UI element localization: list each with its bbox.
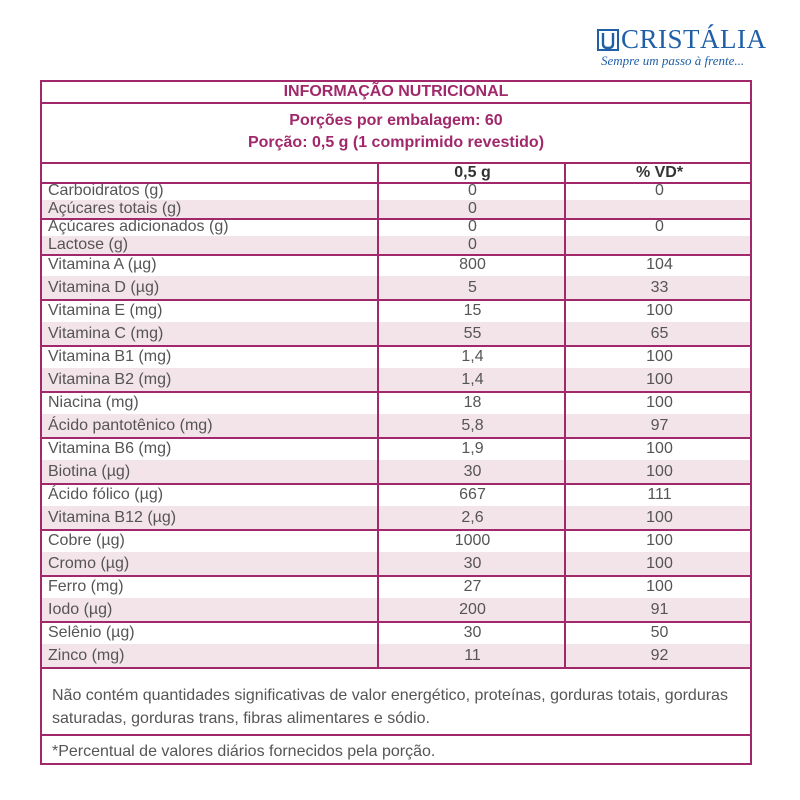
- nutrient-name: Ácido fólico (µg): [48, 485, 164, 503]
- table-row: [42, 345, 750, 368]
- table-row: [42, 598, 750, 621]
- nutrient-amount: 0: [468, 200, 477, 217]
- nutrient-name: Ácido pantotênico (mg): [48, 416, 213, 434]
- table-row: [42, 200, 750, 218]
- nutrient-vd: 111: [647, 485, 672, 503]
- nutrient-name: Ferro (mg): [48, 577, 124, 595]
- table-row: [42, 368, 750, 391]
- table-row: [42, 299, 750, 322]
- nutrition-table: [40, 80, 752, 765]
- portion-info: [42, 110, 750, 154]
- nutrient-vd: 100: [646, 462, 673, 480]
- column-header-vd: % VD*: [635, 164, 684, 181]
- nutrient-amount: 1000: [454, 531, 491, 549]
- table-row: [42, 483, 750, 506]
- column-header-amount: 0,5 g: [454, 164, 491, 181]
- nutrient-name: Niacina (mg): [48, 393, 139, 411]
- table-row: [42, 254, 750, 276]
- nutrient-vd: 91: [650, 600, 669, 618]
- nutrient-vd: 92: [650, 646, 669, 664]
- nutrient-name: Cromo (µg): [48, 554, 130, 572]
- nutrient-vd: 100: [646, 347, 673, 365]
- table-row: [42, 644, 750, 667]
- brand-name: CRISTÁLIA: [621, 24, 767, 54]
- nutrient-name: Açúcares totais (g): [48, 200, 182, 217]
- nutrient-amount: 5: [468, 278, 477, 296]
- portion-size: Porção: 0,5 g (1 comprimido revestido): [247, 134, 545, 151]
- nutrient-name: Vitamina B12 (µg): [48, 508, 177, 526]
- nutrient-amount: 5,8: [461, 416, 484, 434]
- nutrient-vd: [567, 200, 752, 218]
- column-divider: [377, 162, 379, 667]
- nutrient-vd: 100: [646, 554, 673, 572]
- nutrient-vd: 100: [646, 577, 673, 595]
- nutrient-amount: 0: [468, 236, 477, 253]
- nutrient-name: Vitamina B6 (mg): [48, 439, 172, 457]
- nutrient-amount: 2,6: [461, 508, 484, 526]
- nutrient-vd: 0: [655, 218, 664, 235]
- table-row: [42, 322, 750, 345]
- nutrient-amount: 1,4: [461, 370, 484, 388]
- divider: [42, 102, 750, 104]
- table-row: [42, 506, 750, 529]
- nutrient-amount: 18: [463, 393, 482, 411]
- nutrient-amount: 30: [463, 554, 482, 572]
- table-header-row: [42, 164, 750, 182]
- nutrient-name: Cobre (µg): [48, 531, 125, 549]
- nutrient-vd: 97: [650, 416, 669, 434]
- table-row: [42, 552, 750, 575]
- table-row: [42, 460, 750, 483]
- nutrient-vd: 100: [646, 439, 673, 457]
- nutrient-name: Vitamina D (µg): [48, 278, 160, 296]
- table-row: [42, 437, 750, 460]
- nutrient-name: Carboidratos (g): [48, 182, 164, 199]
- nutrient-vd: 100: [646, 301, 673, 319]
- nutrient-amount: 30: [463, 462, 482, 480]
- nutrient-vd: 104: [646, 256, 673, 273]
- nutrient-name: Biotina (µg): [48, 462, 131, 480]
- nutrient-amount: 55: [463, 324, 482, 342]
- nutrient-amount: 800: [459, 256, 486, 273]
- brand-logo: [595, 24, 775, 77]
- portions-per-package: Porções por embalagem: 60: [289, 112, 503, 129]
- nutrient-name: Selênio (µg): [48, 623, 135, 641]
- table-row: [42, 621, 750, 644]
- table-row: [42, 391, 750, 414]
- nutrient-name: Zinco (mg): [48, 646, 125, 664]
- nutrient-name: Vitamina A (µg): [48, 256, 157, 273]
- nutrient-amount: 30: [463, 623, 482, 641]
- nutrient-amount: 1,9: [461, 439, 484, 457]
- table-row: [42, 414, 750, 437]
- divider: [42, 667, 750, 669]
- nutrient-vd: 100: [646, 393, 673, 411]
- table-row: [42, 529, 750, 552]
- nutrient-name: Vitamina E (mg): [48, 301, 163, 319]
- nutrient-vd: 100: [646, 508, 673, 526]
- nutrient-vd: [567, 236, 752, 254]
- nutrient-amount: 200: [459, 600, 486, 618]
- nutrient-name: Açúcares adicionados (g): [48, 218, 229, 235]
- brand-tagline: Sempre um passo à frente...: [601, 53, 745, 68]
- nutrient-vd: 65: [650, 324, 669, 342]
- nutrient-vd: 33: [650, 278, 669, 296]
- table-row: [42, 218, 750, 236]
- nutrient-amount: 1,4: [461, 347, 484, 365]
- nutrient-vd: 100: [646, 370, 673, 388]
- nutrient-amount: 0: [468, 218, 477, 235]
- nutrient-name: Lactose (g): [48, 236, 129, 253]
- nutrient-amount: 667: [459, 485, 486, 503]
- column-divider: [564, 162, 566, 667]
- nutrient-amount: 15: [463, 301, 482, 319]
- nutrient-vd: 50: [650, 623, 669, 641]
- table-row: [42, 575, 750, 598]
- footnote: *Percentual de valores diários fornecidos pela porção.: [52, 743, 436, 760]
- table-title: INFORMAÇÃO NUTRICIONAL: [283, 83, 509, 100]
- table-row: [42, 236, 750, 254]
- nutrient-amount: 27: [463, 577, 482, 595]
- nutrient-vd: 0: [655, 182, 664, 199]
- nutrient-vd: 100: [646, 531, 673, 549]
- nutrient-amount: 11: [464, 646, 481, 664]
- nutrient-name: Vitamina B1 (mg): [48, 347, 172, 365]
- table-row: [42, 276, 750, 299]
- cristalia-logo-icon: [595, 27, 621, 53]
- table-row: [42, 182, 750, 200]
- divider: [42, 734, 750, 736]
- nutrient-name: Vitamina C (mg): [48, 324, 164, 342]
- nutrient-name: Vitamina B2 (mg): [48, 370, 172, 388]
- nutrient-name: Iodo (µg): [48, 600, 113, 618]
- nutrient-amount: 0: [468, 182, 477, 199]
- disclaimer-note: Não contém quantidades significativas de valor energético, proteínas, gorduras totais, gorduras saturadas, gorduras trans, fibras alimentares e sódio.: [52, 687, 728, 727]
